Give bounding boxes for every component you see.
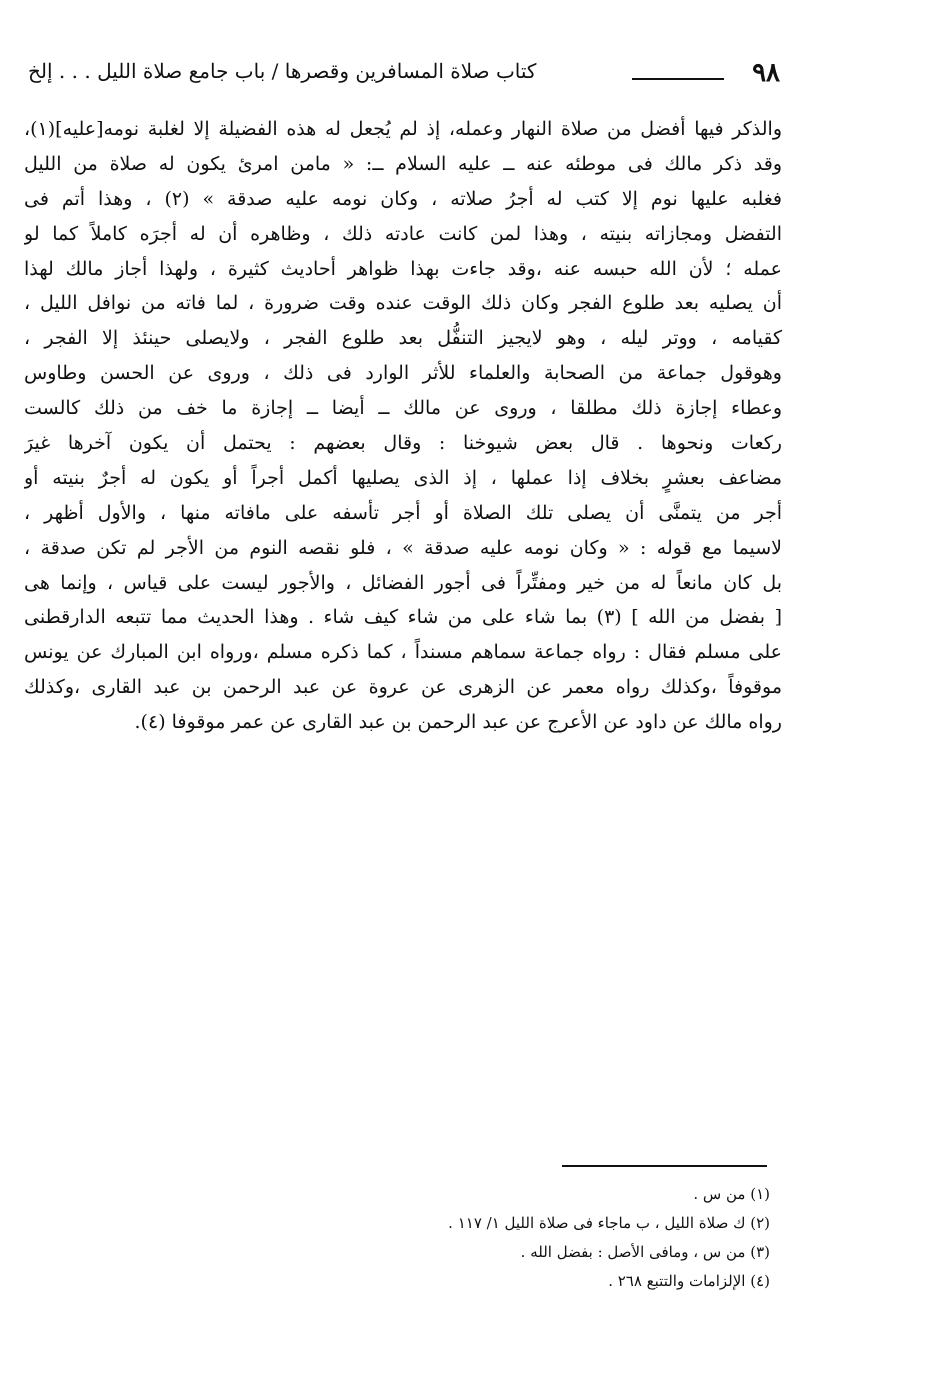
body-line: بل كان مانعاً له من خير ومفتِّراً فى أجور الفضائل ، والأجور ليست على قياس ، وإنما هى [24, 571, 782, 594]
body-line: على مسلم فقال : رواه جماعة سماهم مسنداً ، كما ذكره مسلم ،ورواه ابن المبارك عن يونس [24, 641, 782, 664]
page-header [28, 56, 780, 94]
running-title: كتاب صلاة المسافرين وقصرها / باب جامع صلاة الليل . . . إلخ [28, 59, 537, 83]
body-line: التفضل ومجازاته بنيته ، وهذا لمن كانت عادته ذلك ، وظاهره أن له أجرَه كاملاً كما لو [24, 222, 782, 245]
footnote: (٢) ك صلاة الليل ، ب ماجاء فى صلاة الليل ١/ ١١٧ . [448, 1214, 770, 1232]
body-line: أن يصليه بعد طلوع الفجر وكان ذلك الوقت عنده وقت ضرورة ، لما فاته من نوافل الليل ، [24, 292, 782, 315]
footnote: (١) من س . [693, 1185, 770, 1203]
body-line: والذكر فيها أفضل من صلاة النهار وعمله، إذ لم يُجعل له هذه الفضيلة إلا لغلبة نومه[عليه](١)، [24, 118, 782, 140]
header-rule [632, 78, 724, 80]
body-line: [ بفضل من الله ] (٣) بما شاء على من شاء كيف شاء . وهذا الحديث مما تتبعه الدارقطنى [24, 606, 782, 629]
body-line: وهوقول جماعة من الصحابة والعلماء للأثر الوارد فى ذلك ، وروى عن الحسن وطاوس [24, 362, 782, 385]
body-line: رواه مالك عن داود عن الأعرج عن عبد الرحمن بن عبد القارى عن عمر موقوفا (٤). [134, 711, 782, 734]
body-line: أجر من يتمنَّى أن يصلى تلك الصلاة أو أجر تأسفه على مافاته منها ، والأول أظهر ، [24, 501, 782, 524]
body-line: لاسيما مع قوله : « وكان نومه عليه صدقة » ، فلو نقصه النوم من الأجر لم تكن صدقة ، [24, 536, 782, 559]
body-line: مضاعف بعشرٍ بخلاف إذا عملها ، إذ الذى يصليها أكمل أجراً أو يكون له أجرٌ بنيته أو [24, 466, 782, 489]
body-line: فغلبه عليها نوم إلا كتب له أجرُ صلاته ، وكان نومه عليه صدقة » (٢) ، وهذا أتم فى [24, 187, 782, 210]
body-line: كقيامه ، ووتر ليله ، وهو لايجيز التنفُّل بعد طلوع الفجر ، ولايصلى حينئذ إلا الفجر ، [24, 327, 782, 350]
body-line: ركعات ونحوها . قال بعض شيوخنا : وقال بعضهم : يحتمل أن يكون آخرها غيرَ [24, 432, 782, 455]
footnote: (٣) من س ، ومافى الأصل : بفضل الله . [520, 1243, 770, 1261]
body-line: موقوفاً ،وكذلك رواه معمر عن الزهرى عن عروة عن عبد الرحمن بن عبد القارى ،وكذلك [24, 676, 782, 699]
footnote-rule [562, 1165, 767, 1167]
body-line: وعطاء إجازة ذلك مطلقا ، وروى عن مالك ــ أيضا ــ إجازة ما خف من ذلك كالست [24, 397, 782, 420]
footnotes [330, 1180, 770, 1296]
body-text [24, 112, 782, 740]
body-line: وقد ذكر مالك فى موطئه عنه ــ عليه السلام ــ: « مامن امرئ يكون له صلاة من الليل [24, 152, 782, 175]
page-number: ٩٨ [752, 58, 780, 88]
body-line: عمله ؛ لأن الله حبسه عنه ،وقد جاءت بهذا ظواهر أحاديث كثيرة ، ولهذا أجاز مالك لهذا [24, 257, 782, 280]
footnote: (٤) الإلزامات والتتبع ٢٦٨ . [608, 1272, 770, 1290]
